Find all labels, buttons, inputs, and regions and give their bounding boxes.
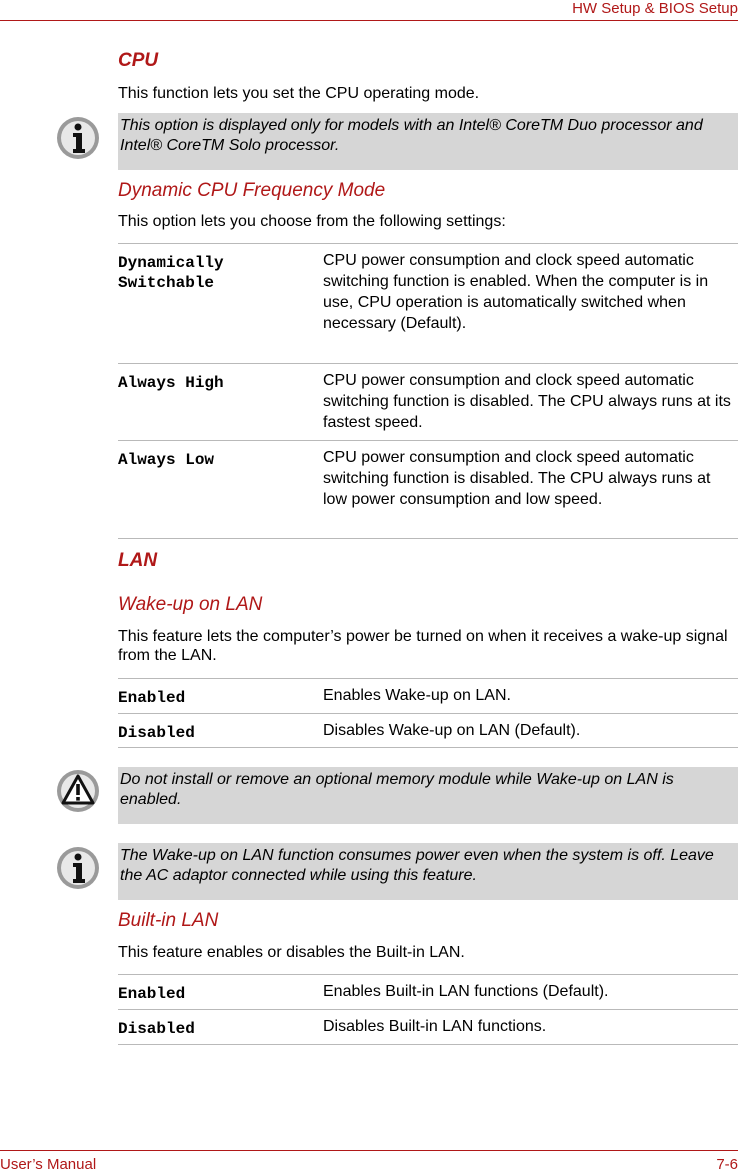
builtin-heading: Built-in LAN [118,910,219,931]
info-icon [55,845,101,891]
table-row [118,1009,738,1045]
wol-note [118,843,738,900]
builtin-table [118,974,738,1045]
wol-note-text: The Wake-up on LAN function consumes power even when the system is off. Leave the AC adaptor connected while using this feature. [120,847,714,884]
cpu-note [118,113,738,170]
setting-description: CPU power consumption and clock speed automatic switching function is disabled. The CPU always runs at its fastest speed. [323,372,731,431]
dcfm-heading: Dynamic CPU Frequency Mode [118,180,386,201]
wol-heading: Wake-up on LAN [118,594,263,615]
setting-term: Always Low [118,451,215,469]
caution-icon [55,768,101,814]
footer-manual-title: User’s Manual [0,1156,97,1173]
wol-table [118,678,738,748]
table-row [118,363,738,440]
table-row [118,440,738,539]
setting-term: Dynamically Switchable [118,254,224,292]
running-header: HW Setup & BIOS Setup [572,0,738,17]
setting-term: Enabled [118,689,186,707]
setting-term: Disabled [118,1020,195,1038]
dcfm-table [118,243,738,539]
table-row [118,678,738,713]
dcfm-intro: This option lets you choose from the following settings: [118,213,506,230]
table-row [118,974,738,1009]
footer-rule [0,1150,738,1151]
setting-description: Disables Wake-up on LAN (Default). [323,722,581,739]
header-rule [0,20,738,21]
setting-description: CPU power consumption and clock speed automatic switching function is enabled. When the computer is in use, CPU operation is automatically switched when necessary (Default). [323,252,709,332]
table-row [118,243,738,363]
wol-caution-text: Do not install or remove an optional memory module while Wake-up on LAN is enabled. [120,771,674,808]
info-icon [55,115,101,161]
cpu-note-text: This option is displayed only for models with an Intel® CoreTM Duo processor and Intel® CoreTM Solo processor. [120,117,703,154]
cpu-intro: This function lets you set the CPU operating mode. [118,85,480,102]
page-number: 7-6 [716,1156,738,1173]
wol-caution [118,767,738,824]
cpu-heading: CPU [118,50,159,71]
wol-intro: This feature lets the computer’s power be turned on when it receives a wake-up signal from the LAN. [118,628,728,664]
setting-description: CPU power consumption and clock speed automatic switching function is disabled. The CPU always runs at low power consumption and low speed. [323,449,711,508]
setting-term: Disabled [118,724,195,742]
setting-term: Always High [118,374,224,392]
setting-term: Enabled [118,985,186,1003]
table-row [118,713,738,748]
setting-description: Enables Built-in LAN functions (Default). [323,983,609,1000]
setting-description: Enables Wake-up on LAN. [323,687,511,704]
lan-heading: LAN [118,550,158,571]
setting-description: Disables Built-in LAN functions. [323,1018,547,1035]
builtin-intro: This feature enables or disables the Built-in LAN. [118,944,465,961]
